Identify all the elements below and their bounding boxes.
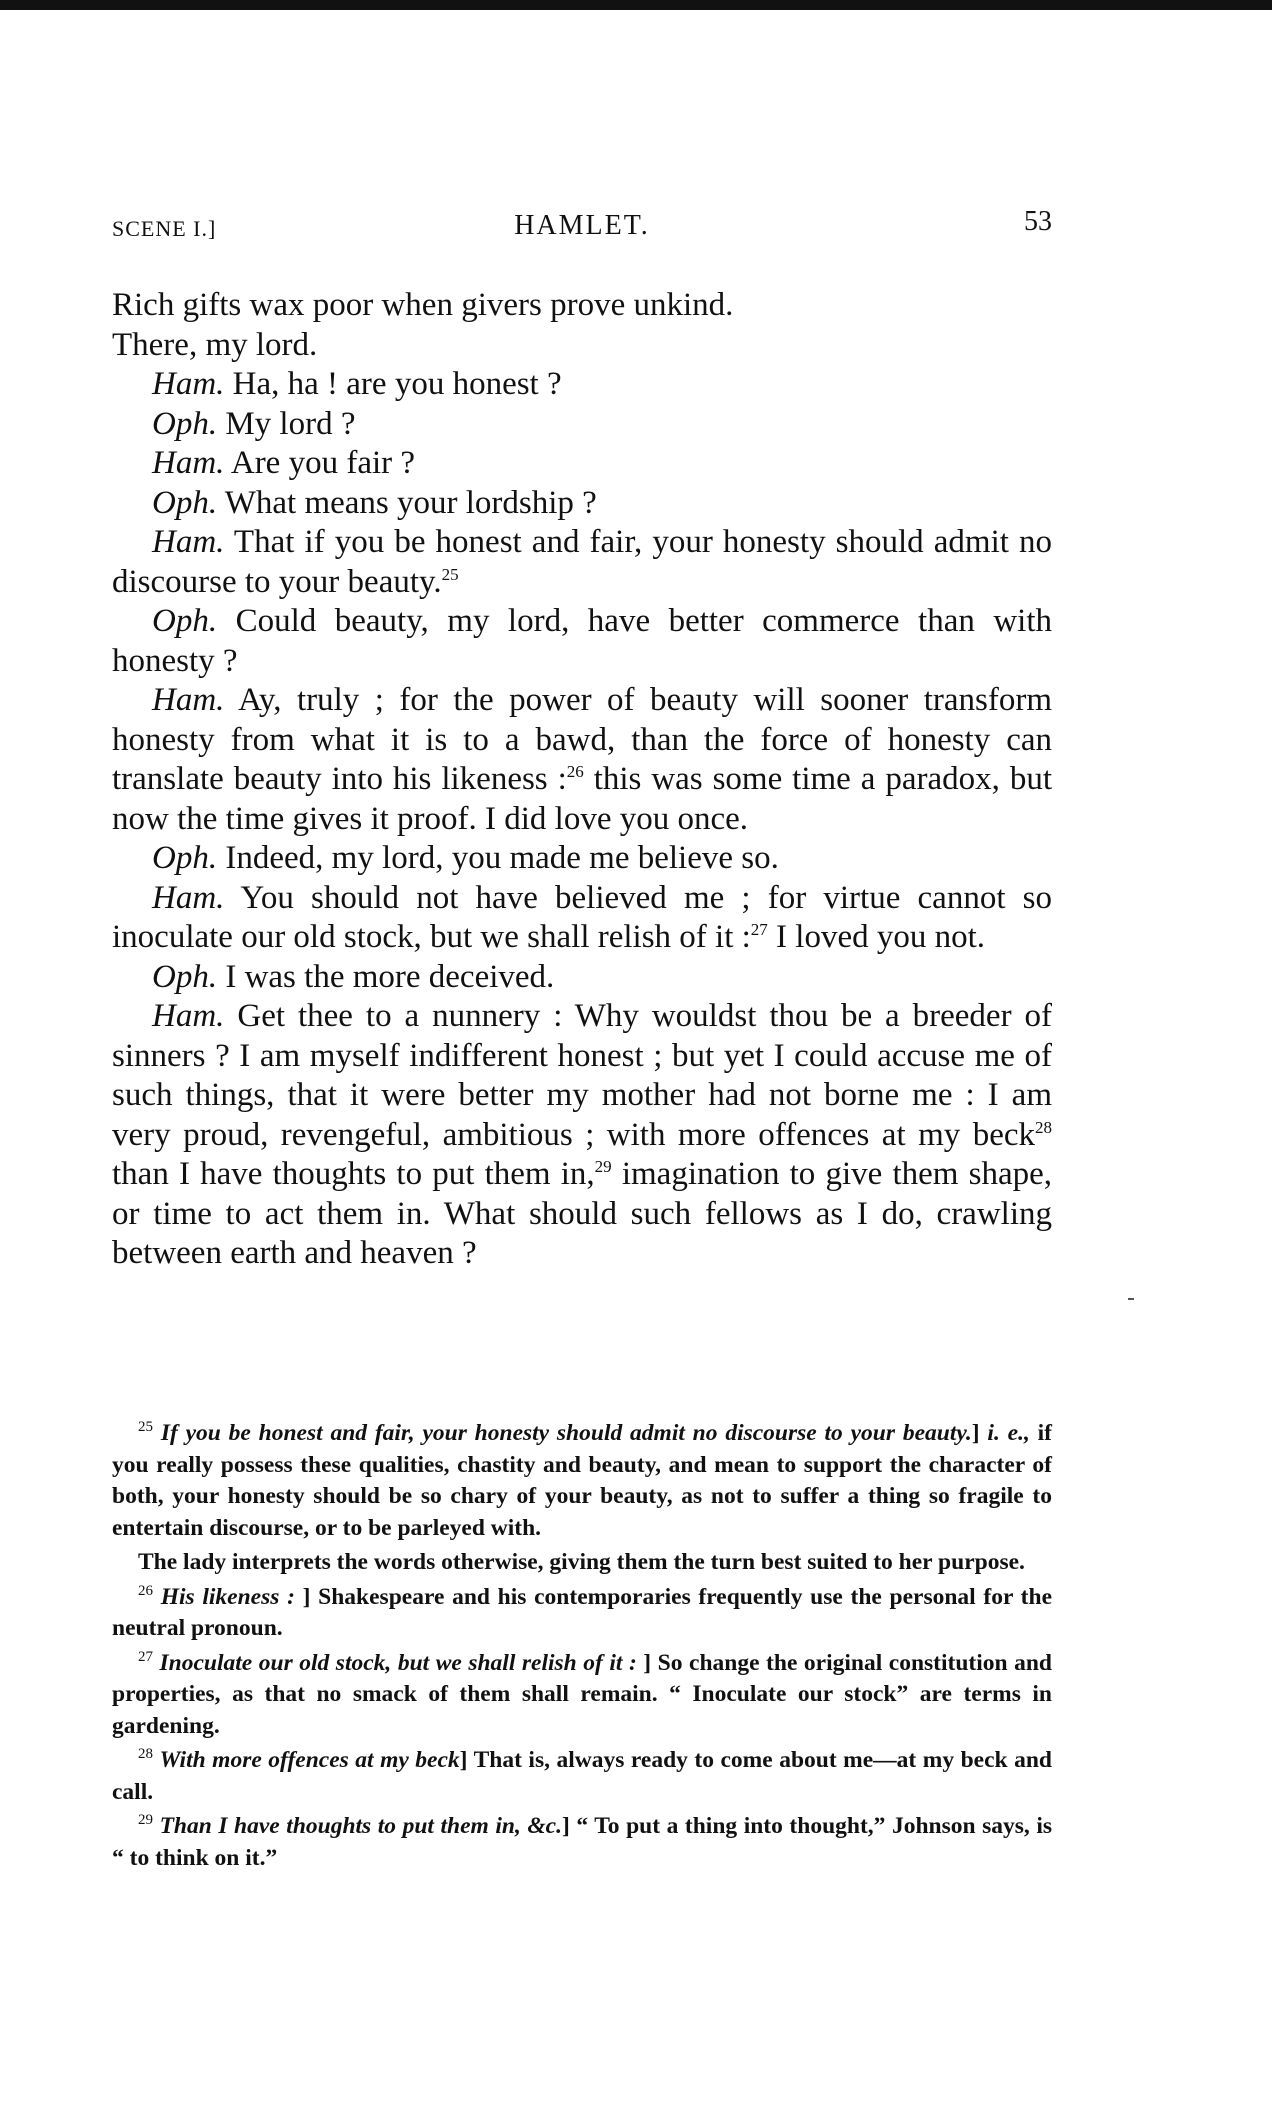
footnote: $^{28}$ With more offences at my beck] That is, always ready to come about me—at my beck and call. [112,1746,1053,1805]
margin-mark [1128,1298,1134,1300]
footnote-ref[interactable]: 25 [441,564,459,584]
speech: Ham. That if you be honest and fair, your honesty should admit no discourse to your beauty.$^{25}$ [112,524,1052,600]
speech: Ham. Get thee to a nunnery : Why wouldst thou be a breeder of sinners ? I am myself indifferent honest ; but yet I could accuse me of such things, that it were better my mother had not borne me : I am very proud, revengeful, ambitious ; with more offences at my beck$^{28}$ than I have thoughts to put them in,$^{29}$ imagination to give them shape, or time to act them in. What should such fellows as I do, crawling between earth and heaven ? [112,998,1053,1271]
footnote-number: 25 [138,1419,153,1436]
speech: Oph. I was the more deceived. [152,958,555,995]
footnote-ref[interactable]: 28 [1035,1117,1052,1137]
footnote: $^{26}$ His likeness : ] Shakespeare and his contemporaries frequently use the personal for the neutral pronoun. [112,1582,1053,1641]
footnote-lemma: Than I have thoughts to put them in, &c. [159,1813,562,1839]
footnote-lemma: Inoculate our old stock, but we shall relish of it : [159,1649,637,1676]
speech: Ham. Are you fair ? [152,445,416,481]
footnote-ref[interactable]: 27 [750,920,768,939]
speech: Ham. You should not have believed me ; for virtue cannot so inoculate our old stock, but we shall relish of it :$^{27}$ I loved you not. [112,879,1052,955]
speaker: Oph. [152,405,218,442]
top-edge-rule [0,0,1272,10]
footnote-ref[interactable]: 29 [594,1157,612,1176]
footnote: The lady interprets the words otherwise, giving them the turn best suited to her purpose. [138,1549,1025,1575]
running-header [112,206,1052,250]
speech: Ham. Ha, ha ! are you honest ? [152,366,562,402]
footnote: $^{27}$ Inoculate our old stock, but we shall relish of it : ] So change the original constitution and properties, as that no smack of them shall remain. “ Inoculate our stock” are terms in gardening. [112,1648,1052,1739]
footnote-number: 28 [138,1746,153,1763]
speaker: Ham. [152,366,225,402]
footnote-lemma: His likeness : [160,1583,295,1610]
speaker: Oph. [152,958,218,995]
play-text [112,286,1052,1274]
footnote-lemma: If you be honest and fair, your honesty should admit no discourse to your beauty. [160,1420,972,1446]
verse-line: There, my lord. [112,326,318,363]
speaker: Ham. [152,445,225,481]
speech: Oph. Could beauty, my lord, have better commerce than with honesty ? [112,603,1053,679]
footnote-number: 26 [138,1582,153,1599]
scene-label: SCENE I.] [112,216,217,241]
speech: Ham. Ay, truly ; for the power of beauty will sooner transform honesty from what it is to a bawd, than the force of honesty can translate beauty into his likeness :$^{26}$ this was some time a paradox, but now the time gives it proof. I did love you once. [112,682,1052,837]
footnote-number: 27 [138,1648,153,1665]
speech: Oph. My lord ? [152,405,356,442]
footnote: $^{29}$ Than I have thoughts to put them in, &c.] “ To put a thing into thought,” Johnson says, is “ to think on it.” [112,1812,1053,1871]
footnote-ref[interactable]: 26 [566,762,584,781]
speaker: Oph. [152,603,218,639]
speaker: Oph. [152,484,218,521]
speaker: Oph. [152,840,218,876]
running-title: HAMLET. [514,210,650,241]
speaker: Ham. [152,998,225,1034]
footnotes [112,1418,1052,1874]
footnote-number: 29 [138,1812,153,1829]
footnote: $^{25}$ If you be honest and fair, your honesty should admit no discourse to your beauty.] i. e., if you really possess these qualities, chastity and beauty, and mean to support the character of both, your honesty should be so chary of your beauty, as not to suffer a thing so fragile to entertain discourse, or to be parleyed with. [112,1419,1052,1541]
speaker: Ham. [152,879,225,916]
speech: Oph. What means your lordship ? [152,484,597,521]
speaker: Ham. [152,682,225,718]
page-number: 53 [1024,206,1052,237]
speaker: Ham. [152,524,225,560]
speech: Oph. Indeed, my lord, you made me believe so. [152,840,779,876]
footnote-lemma: With more offences at my beck [159,1747,460,1773]
verse-line: Rich gifts wax poor when givers prove unkind. [112,287,734,323]
